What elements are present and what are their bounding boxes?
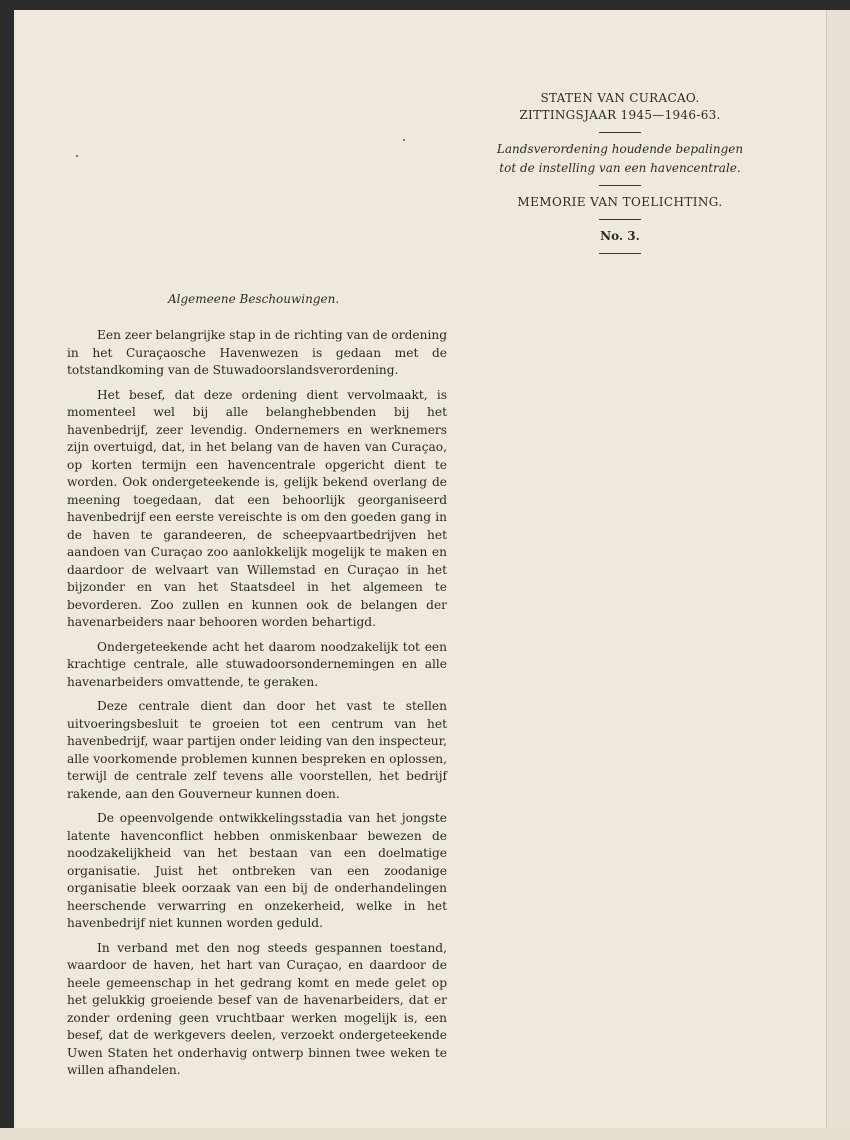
header-subject-line2: tot de instelling van een havencentrale.: [499, 161, 741, 175]
body-text: [67, 327, 447, 1087]
header-rule: [599, 185, 641, 186]
page-bottom-edge: [0, 1128, 850, 1140]
header-subject-line1: Landsverordening houdende bepalingen: [496, 142, 744, 156]
header-title-line1: STATEN VAN CURACAO.: [540, 91, 700, 105]
paragraph: De opeenvolgende ontwikkelingsstadia van het jongste latente havenconflict hebben onmiskenbaar bewezen de noodzakelijkheid van het bestaan van een doelmatige organisatie. Juist het ontbreken van een zoodanige organisatie bleek oorzaak van een bij de onderhandelingen heerschende verwarring en onzekerheid, welke in het havenbedrijf niet kunnen worden geduld.: [67, 811, 447, 930]
paragraph: Ondergeteekende acht het daarom noodzakelijk tot een krachtige centrale, alle stuwadoorsondernemingen en alle havenarbeiders omvattende, te geraken.: [67, 639, 447, 689]
header-title-line2: ZITTINGSJAAR 1945—1946-63.: [519, 108, 721, 122]
header-rule: [599, 132, 641, 133]
header-rule: [599, 253, 641, 254]
speck: [76, 155, 78, 157]
header-rule: [599, 219, 641, 220]
header-memo: MEMORIE VAN TOELICHTING.: [517, 195, 723, 209]
paragraph: Het besef, dat deze ordening dient vervolmaakt, is momenteel wel bij alle belanghebbenden bij het havenbedrijf, zeer levendig. Ondernemers en werknemers zijn overtuigd, dat, in het belang van de haven van Curaçao, op korten termijn een havencentrale opgericht dient te worden. Ook ondergeteekende is, gelijk bekend overlang de meening toegedaan, dat een behoorlijk georganiseerd havenbedrijf een eerste vereischte is om den goeden gang in de haven te garandeeren, de scheepvaartbedrijven het aandoen van Curaçao zoo aanlokkelijk mogelijk te maken en daardoor de welvaart van Willemstad en Curaçao in het bijzonder en van het Staatsdeel in het algemeen te bevorderen. Zoo zullen en kunnen ook de belangen der havenarbeiders naar behooren worden behartigd.: [67, 387, 447, 629]
document-header: [470, 90, 770, 262]
paragraph: Een zeer belangrijke stap in de richting van de ordening in het Curaçaosche Havenwezen is gedaan met de totstandkoming van de Stuwadoorslandsverordening.: [67, 328, 447, 377]
paragraph: Deze centrale dient dan door het vast te stellen uitvoeringsbesluit te groeien tot een centrum van het havenbedrijf, waar partijen onder leiding van den inspecteur, alle voorkomende problemen kunnen bespreken en oplossen, terwijl de centrale zelf tevens alle voorstellen, het bedrijf rakende, aan den Gouverneur kunnen doen.: [67, 699, 447, 801]
header-number: No. 3.: [600, 229, 640, 243]
paragraph: In verband met den nog steeds gespannen toestand, waardoor de haven, het hart van Curaçao, en daardoor de heele gemeenschap in het gedrang komt en mede gelet op het gelukkig groeiende besef van de havenarbeiders, dat er zonder ordening geen vruchtbaar werken mogelijk is, een besef, dat de werkgevers deelen, verzoekt ondergeteekende Uwen Staten het onderhavig ontwerp binnen twee weken te willen afhandelen.: [67, 940, 447, 1077]
section-title: Algemeene Beschouwingen.: [168, 292, 340, 306]
speck: [403, 139, 405, 141]
next-page-edge: [826, 10, 850, 1130]
